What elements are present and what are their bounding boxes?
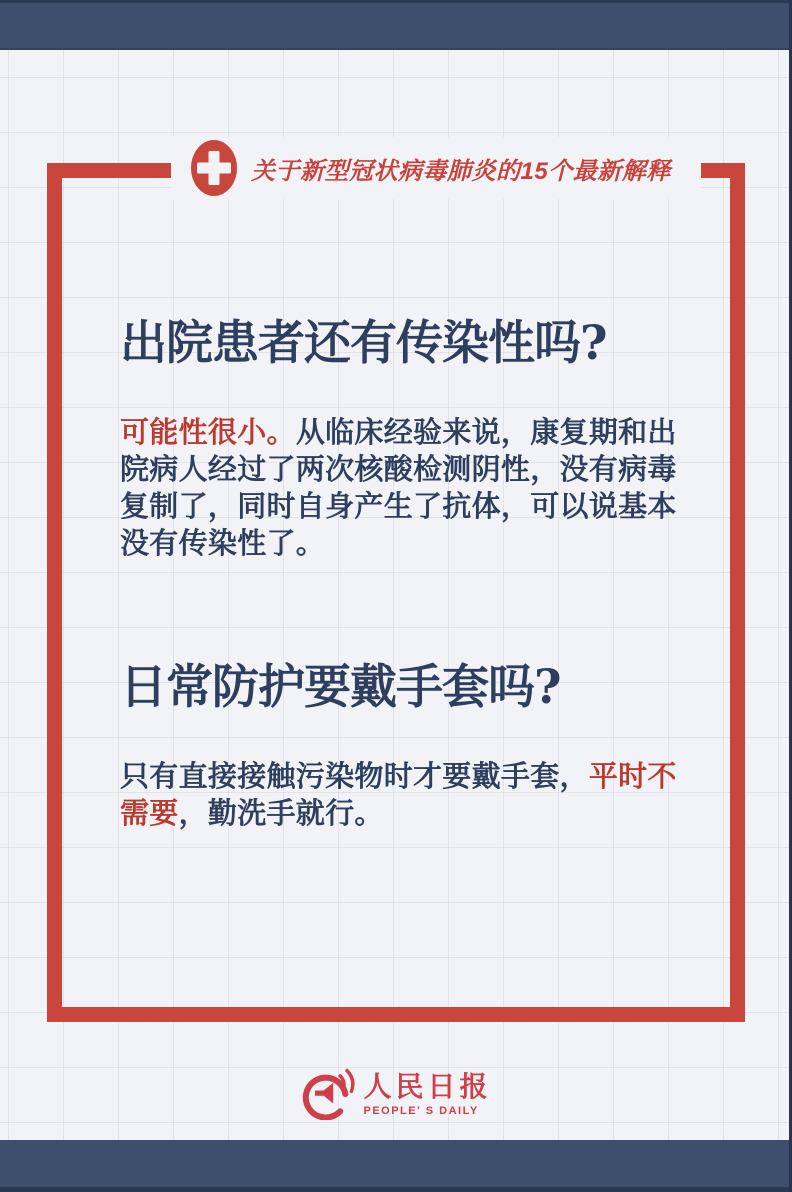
body-text-run: ，勤洗手就行。 [178, 796, 384, 830]
poster-header [171, 137, 701, 199]
answer-paragraph-2 [120, 758, 682, 832]
body-text-run: 从临床经验来说，康复期和出院病人经过了两次核酸检测阴性，没有病毒复制了，同时自身产生了抗体，可以说基本没有传染性了。 [120, 415, 677, 560]
logo-chinese-name: 人民日报 [363, 1071, 492, 1102]
at-megaphone-icon [300, 1068, 356, 1120]
answer-paragraph-1 [120, 414, 682, 562]
bottom-navy-bar [0, 1140, 792, 1192]
peoples-daily-logo [300, 1064, 491, 1120]
top-navy-bar [0, 0, 792, 50]
emphasis-text: 可能性很小。 [120, 415, 296, 449]
body-text-run: 只有直接接触污染物时才要戴手套， [120, 759, 589, 793]
logo-text [363, 1073, 491, 1117]
question-heading-2: 日常防护要戴手套吗? [120, 660, 561, 715]
emphasis-text: 平时不需要 [120, 759, 677, 830]
poster-title: 关于新型冠状病毒肺炎的15个最新解释 [251, 157, 671, 185]
logo-english-name: PEOPLE' S DAILY [363, 1105, 479, 1117]
footer [0, 1064, 792, 1120]
medical-cross-icon [191, 140, 237, 196]
sound-wave-icon [348, 1071, 354, 1092]
question-heading-1: 出院患者还有传染性吗? [120, 316, 607, 371]
red-border-frame [47, 163, 745, 1022]
